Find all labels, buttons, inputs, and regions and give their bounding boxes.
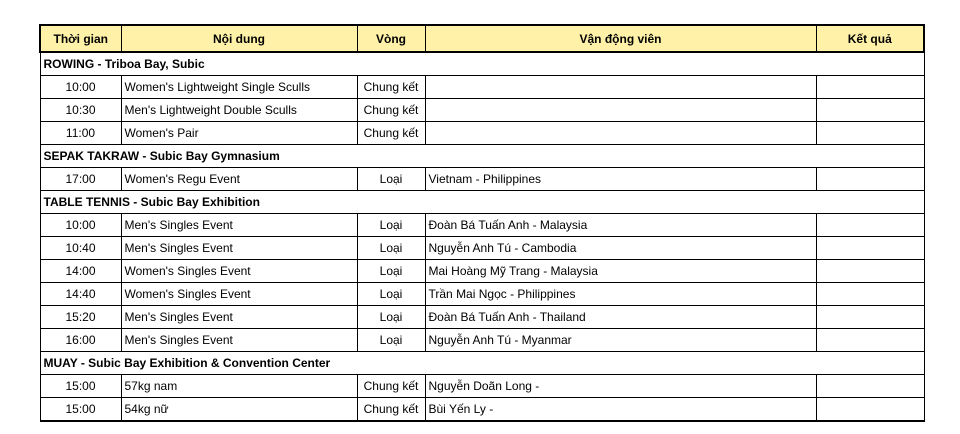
cell-result [816,168,924,191]
cell-content: Men's Lightweight Double Sculls [121,99,357,122]
cell-result [816,329,924,352]
cell-time: 10:30 [40,99,121,122]
cell-round: Loại [357,237,425,260]
cell-athlete: Nguyễn Anh Tú - Myanmar [425,329,816,352]
table-row [40,398,924,422]
cell-result [816,99,924,122]
cell-time: 14:40 [40,283,121,306]
cell-result [816,398,924,422]
cell-time: 11:00 [40,122,121,145]
cell-time: 15:00 [40,375,121,398]
cell-result [816,306,924,329]
section-row [40,352,924,375]
cell-content: Women's Singles Event [121,260,357,283]
cell-content: 54kg nữ [121,398,357,422]
cell-athlete: Đoàn Bá Tuấn Anh - Thailand [425,306,816,329]
cell-result [816,122,924,145]
header-round: Vòng [357,25,425,52]
cell-content: Men's Singles Event [121,214,357,237]
cell-content: Women's Regu Event [121,168,357,191]
table-row [40,99,924,122]
cell-content: Men's Singles Event [121,237,357,260]
cell-athlete: Mai Hoàng Mỹ Trang - Malaysia [425,260,816,283]
table-row [40,375,924,398]
cell-round: Loại [357,260,425,283]
cell-result [816,260,924,283]
cell-athlete: Vietnam - Philippines [425,168,816,191]
cell-athlete [425,76,816,99]
cell-time: 10:00 [40,214,121,237]
cell-content: 57kg nam [121,375,357,398]
cell-athlete: Đoàn Bá Tuấn Anh - Malaysia [425,214,816,237]
cell-round: Chung kết [357,76,425,99]
table-row [40,76,924,99]
cell-round: Loại [357,306,425,329]
cell-content: Women's Pair [121,122,357,145]
cell-time: 15:00 [40,398,121,422]
section-title: ROWING - Triboa Bay, Subic [40,52,924,76]
header-content: Nội dung [121,25,357,52]
section-title: TABLE TENNIS - Subic Bay Exhibition [40,191,924,214]
cell-content: Women's Singles Event [121,283,357,306]
header-athlete: Vận động viên [425,25,816,52]
table-row [40,283,924,306]
section-row [40,145,924,168]
table-row [40,237,924,260]
section-row [40,191,924,214]
header-time: Thời gian [40,25,121,52]
cell-result [816,76,924,99]
cell-athlete [425,99,816,122]
section-title: SEPAK TAKRAW - Subic Bay Gymnasium [40,145,924,168]
header-result: Kết quả [816,25,924,52]
cell-time: 10:40 [40,237,121,260]
cell-round: Loại [357,283,425,306]
cell-round: Chung kết [357,398,425,422]
cell-time: 17:00 [40,168,121,191]
table-row [40,214,924,237]
cell-time: 14:00 [40,260,121,283]
table-header [40,25,924,52]
cell-result [816,237,924,260]
table-row [40,122,924,145]
cell-athlete: Bùi Yến Ly - [425,398,816,422]
section-title: MUAY - Subic Bay Exhibition & Convention Center [40,352,924,375]
cell-time: 15:20 [40,306,121,329]
cell-result [816,375,924,398]
cell-time: 16:00 [40,329,121,352]
table-body [40,52,924,421]
cell-round: Loại [357,168,425,191]
cell-athlete [425,122,816,145]
cell-round: Chung kết [357,122,425,145]
cell-athlete: Nguyễn Anh Tú - Cambodia [425,237,816,260]
cell-round: Loại [357,329,425,352]
cell-result [816,283,924,306]
schedule-table [39,24,925,422]
cell-content: Men's Singles Event [121,329,357,352]
table-row [40,306,924,329]
table-row [40,168,924,191]
cell-time: 10:00 [40,76,121,99]
cell-round: Chung kết [357,375,425,398]
cell-content: Women's Lightweight Single Sculls [121,76,357,99]
header-row [40,25,924,52]
section-row [40,52,924,76]
cell-round: Chung kết [357,99,425,122]
cell-athlete: Trần Mai Ngọc - Philippines [425,283,816,306]
table-row [40,329,924,352]
cell-athlete: Nguyễn Doãn Long - [425,375,816,398]
cell-result [816,214,924,237]
cell-content: Men's Singles Event [121,306,357,329]
cell-round: Loại [357,214,425,237]
table-row [40,260,924,283]
